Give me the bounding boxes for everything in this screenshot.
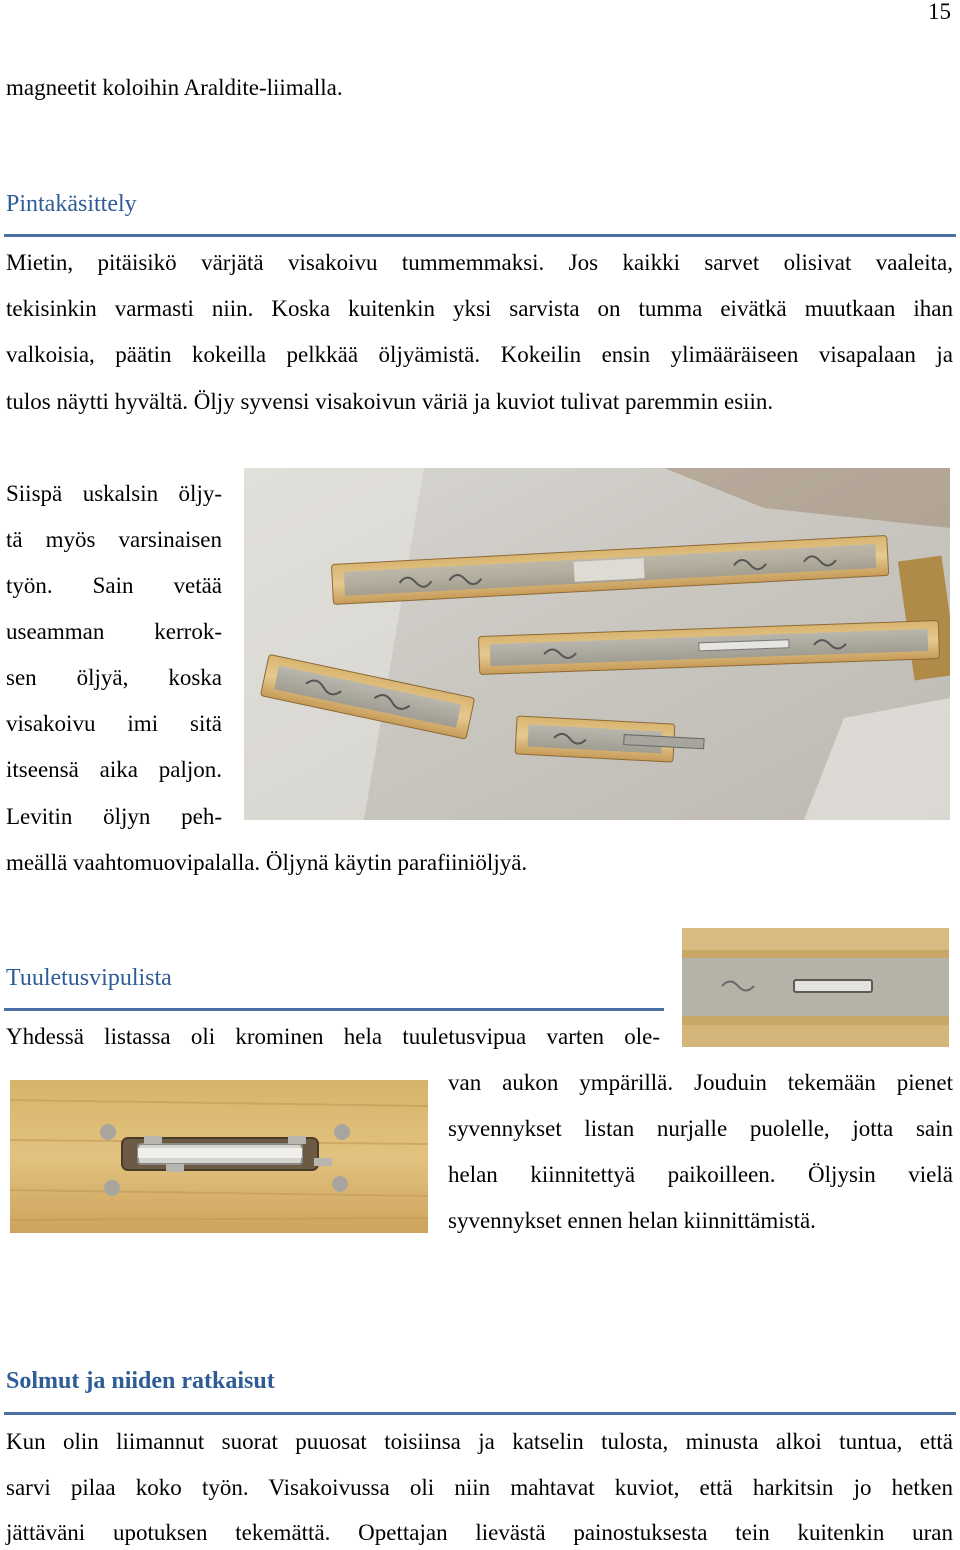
paragraph-line: tekisinkin varmasti niin. Koska kuitenkin yksi sarvista on tumma eivätkä muutkaan ihan [6,296,953,321]
page-number: 15 [928,0,951,24]
section-heading-tuuletusvipulista: Tuuletusvipulista [6,965,172,991]
heading-rule [4,234,956,237]
paragraph-line: tulos näytti hyvältä. Öljy syvensi visakoivun väriä ja kuviot tulivat paremmin esiin. [6,389,774,414]
vent-strip-photo-top [682,928,949,1047]
side-text-line: tä myös varsinaisen [6,527,222,552]
paragraph-line: sarvi pilaa koko työn. Visakoivussa oli niin mahtavat kuviot, että harkitsin jo hetken [6,1475,953,1500]
oiled-strips-illustration [244,468,950,820]
side-text-line: työn. Sain vetää [6,573,222,598]
vent-strip-illustration [682,928,949,1047]
side-text-line: visakoivu imi sitä [6,711,222,736]
paragraph-line: van aukon ympärillä. Jouduin tekemään pienet [448,1070,953,1095]
paragraph-line: valkoisia, päätin kokeilla pelkkää öljyämistä. Kokeilin ensin ylimääräiseen visapalaan ja [6,342,953,367]
paragraph-line: helan kiinnitettyä paikoilleen. Öljysin vielä [448,1162,953,1187]
side-text-line: sen öljyä, koska [6,665,222,690]
paragraph-line: Mietin, pitäisikö värjätä visakoivu tummemmaksi. Jos kaikki sarvet olisivat vaaleita, [6,250,953,275]
side-text-line: Levitin öljyn peh- [6,804,222,829]
side-text-line: itseensä aika paljon. [6,757,222,782]
paragraph-line: syvennykset ennen helan kiinnittämistä. [448,1208,816,1233]
paragraph-line: jättäväni upotuksen tekemättä. Opettajan lievästä painostuksesta tein kuitenkin uran [6,1520,953,1545]
paragraph-line: Yhdessä listassa oli krominen hela tuuletusvipua varten ole- [6,1024,660,1049]
paragraph-line: syvennykset listan nurjalle puolelle, jotta sain [448,1116,953,1141]
intro-paragraph: magneetit koloihin Araldite-liimalla. [6,75,343,100]
paragraph-line: meällä vaahtomuovipalalla. Öljynä käytin parafiiniöljyä. [6,850,528,875]
side-text-line: Siispä uskalsin öljy- [6,481,222,506]
heading-rule [4,1412,956,1415]
vent-strip-photo-back [10,1080,428,1233]
paragraph-line: Kun olin liimannut suorat puuosat toisiinsa ja katselin tulosta, minusta alkoi tuntua, että [6,1429,953,1454]
section-heading-pintakasittely: Pintakäsittely [6,191,137,217]
heading-rule [4,1008,664,1011]
section-heading-solmut: Solmut ja niiden ratkaisut [6,1368,275,1394]
oiled-strips-photo [244,468,950,820]
side-text-line: useamman kerrok- [6,619,222,644]
vent-strip-back-illustration [10,1080,428,1233]
